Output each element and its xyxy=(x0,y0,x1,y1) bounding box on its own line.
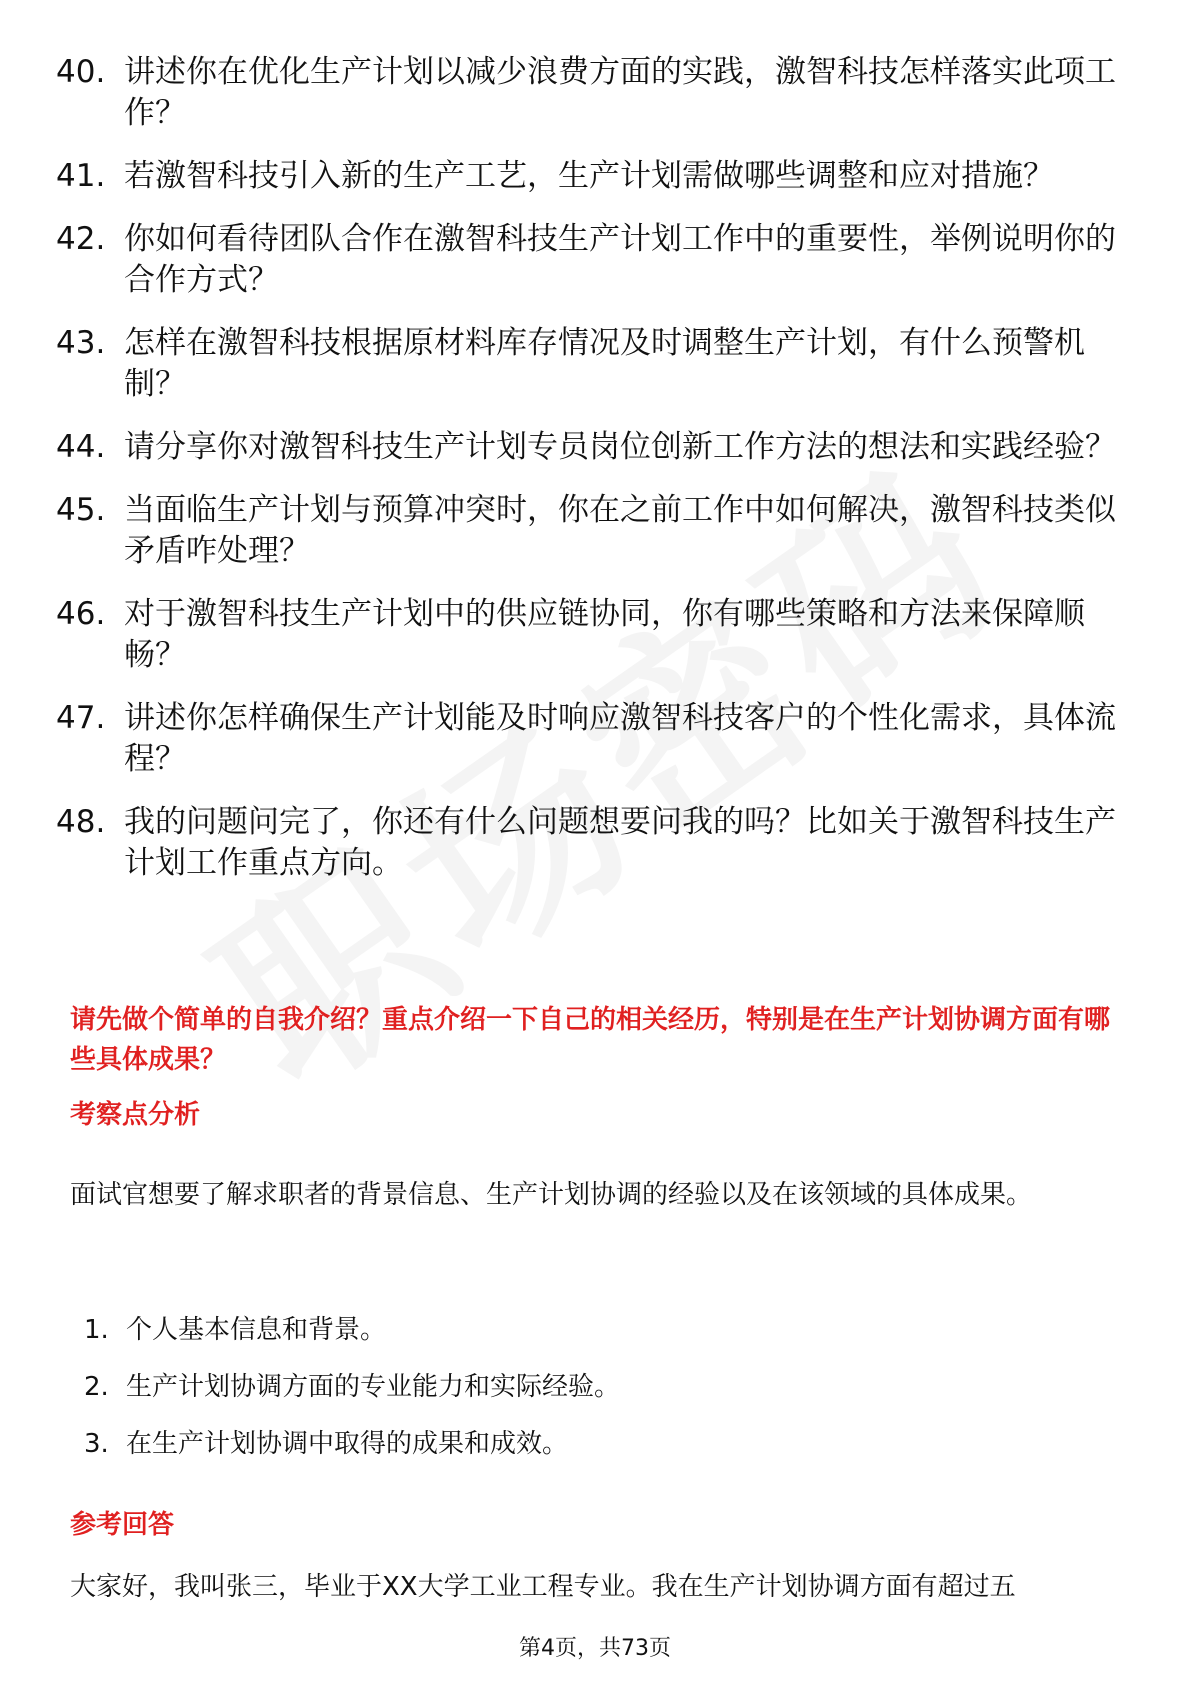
question-text: 怎样在激智科技根据原材料库存情况及时调整生产计划，有什么预警机制？ xyxy=(124,325,1085,402)
list-item xyxy=(84,1426,620,1462)
question-item xyxy=(56,802,1116,884)
list-number: 2. xyxy=(84,1372,109,1402)
answer-heading: 参考回答 xyxy=(70,1510,175,1540)
list-text: 生产计划协调方面的专业能力和实际经验。 xyxy=(126,1372,621,1402)
question-number: 41. xyxy=(56,158,106,194)
question-number: 47. xyxy=(56,700,106,736)
question-text: 讲述你在优化生产计划以减少浪费方面的实践，激智科技怎样落实此项工作？ xyxy=(124,54,1116,131)
list-text: 在生产计划协调中取得的成果和成效。 xyxy=(126,1429,569,1459)
question-item xyxy=(56,490,1116,572)
question-list xyxy=(56,52,1116,906)
list-item xyxy=(84,1312,620,1348)
question-text: 讲述你怎样确保生产计划能及时响应激智科技客户的个性化需求，具体流程？ xyxy=(124,700,1116,777)
question-number: 42. xyxy=(56,221,106,257)
question-number: 45. xyxy=(56,492,106,528)
question-item xyxy=(56,594,1116,676)
question-number: 44. xyxy=(56,429,106,465)
analysis-points xyxy=(84,1312,620,1483)
question-item xyxy=(56,323,1116,405)
question-text: 你如何看待团队合作在激智科技生产计划工作中的重要性，举例说明你的合作方式？ xyxy=(124,221,1116,298)
question-item xyxy=(56,698,1116,780)
question-text: 当面临生产计划与预算冲突时，你在之前工作中如何解决，激智科技类似矛盾咋处理？ xyxy=(124,492,1116,569)
question-item xyxy=(56,156,1116,197)
question-item xyxy=(56,427,1116,468)
question-text: 对于激智科技生产计划中的供应链协同，你有哪些策略和方法来保障顺畅？ xyxy=(124,596,1085,673)
question-text: 若激智科技引入新的生产工艺，生产计划需做哪些调整和应对措施？ xyxy=(124,158,1054,194)
analysis-heading: 考察点分析 xyxy=(70,1100,201,1130)
question-number: 46. xyxy=(56,596,106,632)
list-number: 1. xyxy=(84,1315,109,1345)
analysis-text: 面试官想要了解求职者的背景信息、生产计划协调的经验以及在该领域的具体成果。 xyxy=(70,1180,1033,1210)
list-text: 个人基本信息和背景。 xyxy=(126,1315,387,1345)
list-item xyxy=(84,1369,620,1405)
question-number: 48. xyxy=(56,804,106,840)
question-number: 40. xyxy=(56,54,106,90)
featured-question: 请先做个简单的自我介绍？重点介绍一下自己的相关经历，特别是在生产计划协调方面有哪些具体成果？ xyxy=(70,1005,1111,1075)
question-number: 43. xyxy=(56,325,106,361)
question-item xyxy=(56,219,1116,301)
list-number: 3. xyxy=(84,1429,109,1459)
page-footer: 第4页，共73页 xyxy=(519,1636,671,1661)
question-text: 请分享你对激智科技生产计划专员岗位创新工作方法的想法和实践经验？ xyxy=(124,429,1116,465)
question-text: 我的问题问完了，你还有什么问题想要问我的吗？比如关于激智科技生产计划工作重点方向。 xyxy=(124,804,1116,881)
question-item xyxy=(56,52,1116,134)
answer-text: 大家好，我叫张三，毕业于XX大学工业工程专业。我在生产计划协调方面有超过五 xyxy=(70,1572,1016,1602)
